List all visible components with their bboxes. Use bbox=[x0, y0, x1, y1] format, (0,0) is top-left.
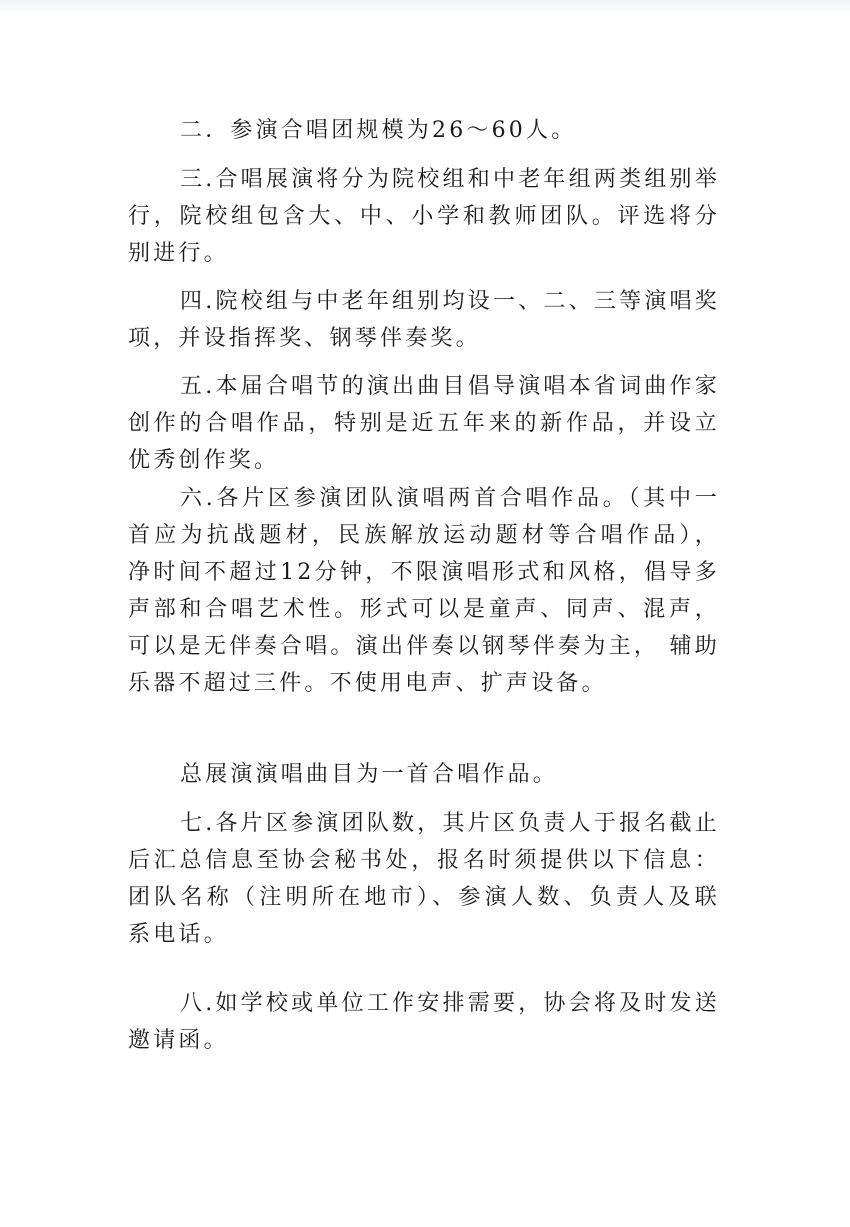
paragraph-2-team-size: 二．参演合唱团规模为26～60人。 bbox=[180, 118, 577, 143]
paragraph-7-registration: 七.各片区参演团队数，其片区负责人于报名截止后汇总信息至协会秘书处，报名时须提供以下信息：团队名称（注明所在地市）、参演人数、负责人及联系电话。 bbox=[128, 811, 720, 947]
paragraph-8-invitation: 八.如学校或单位工作安排需要，协会将及时发送邀请函。 bbox=[128, 991, 720, 1053]
paragraph-4-awards: 四.院校组与中老年组别均设一、二、三等演唱奖项，并设指挥奖、钢琴伴奏奖。 bbox=[128, 289, 720, 351]
paragraph-3-groups: 三.合唱展演将分为院校组和中老年组两类组别举行，院校组包含大、中、小学和教师团队。评选将分别进行。 bbox=[128, 167, 720, 266]
paragraph-final-showcase: 总展演演唱曲目为一首合唱作品。 bbox=[180, 762, 559, 787]
paragraph-6-performance-rules: 六.各片区参演团队演唱两首合唱作品。（其中一首应为抗战题材，民族解放运动题材等合唱作品），净时间不超过12分钟，不限演唱形式和风格，倡导多声部和合唱艺术性。形式可以是童声、同声、混声，可以是无伴奏合唱。演出伴奏以钢琴伴奏为主， 辅助乐器不超过三件。不使用电声、扩声设备。 bbox=[128, 486, 720, 696]
paragraph-5-repertoire: 五.本届合唱节的演出曲目倡导演唱本省词曲作家创作的合唱作品，特别是近五年来的新作品，并设立优秀创作奖。 bbox=[128, 374, 720, 473]
